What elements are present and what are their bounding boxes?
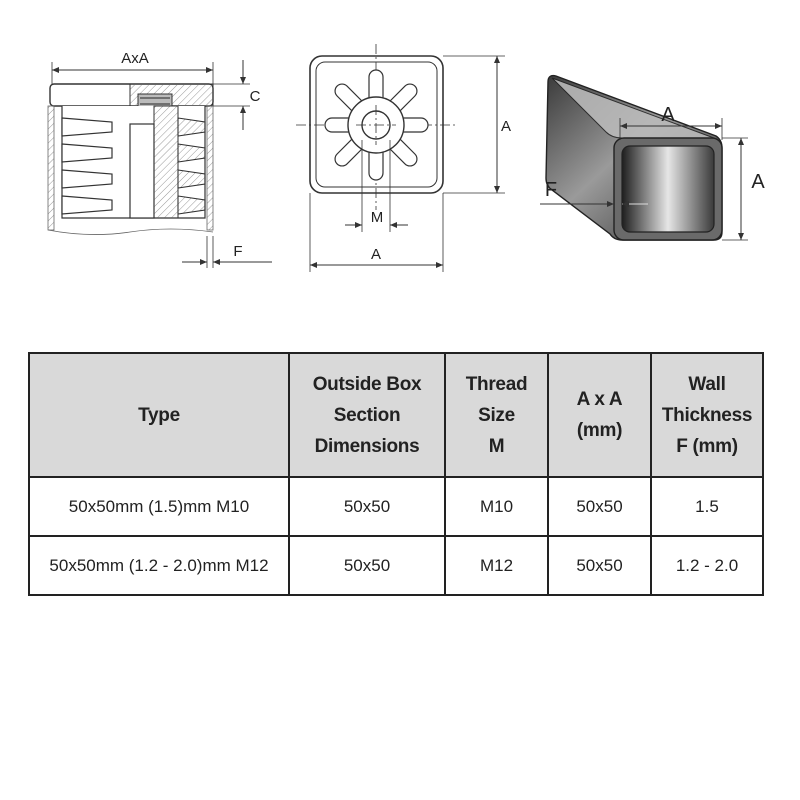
cell-thread-size: M12 <box>445 536 548 595</box>
header-type: Type <box>29 353 289 477</box>
front-view-m-label: M <box>370 209 384 226</box>
cell-outside-dimensions: 50x50 <box>289 536 445 595</box>
front-view <box>296 44 511 272</box>
side-view-c-label: C <box>249 88 261 105</box>
tube-view-a-right-label: A <box>751 171 765 193</box>
table-header-row <box>29 353 763 477</box>
cell-type: 50x50mm (1.2 - 2.0)mm M12 <box>29 536 289 595</box>
technical-drawings <box>0 0 800 300</box>
header-wall-thickness: Wall Thickness F (mm) <box>651 353 763 477</box>
tube-view-a-top-label: A <box>661 104 675 126</box>
side-view-axa-label: AxA <box>121 50 149 67</box>
cell-wall-thickness: 1.5 <box>651 477 763 536</box>
table-row <box>29 536 763 595</box>
cell-outside-dimensions: 50x50 <box>289 477 445 536</box>
cell-type: 50x50mm (1.5)mm M10 <box>29 477 289 536</box>
side-section-view <box>48 50 272 268</box>
front-view-a-bottom-label: A <box>370 246 382 263</box>
header-axa: A x A (mm) <box>548 353 651 477</box>
cell-axa: 50x50 <box>548 477 651 536</box>
header-thread-size: Thread Size M <box>445 353 548 477</box>
cell-wall-thickness: 1.2 - 2.0 <box>651 536 763 595</box>
cell-axa: 50x50 <box>548 536 651 595</box>
tube-view <box>540 76 765 240</box>
specification-table <box>28 352 764 596</box>
tube-view-f-label: F <box>544 179 558 201</box>
header-outside-box-section-dimensions: Outside Box Section Dimensions <box>289 353 445 477</box>
side-view-f-label: F <box>233 243 243 260</box>
front-view-a-right-label: A <box>500 118 512 135</box>
cell-thread-size: M10 <box>445 477 548 536</box>
table-row <box>29 477 763 536</box>
